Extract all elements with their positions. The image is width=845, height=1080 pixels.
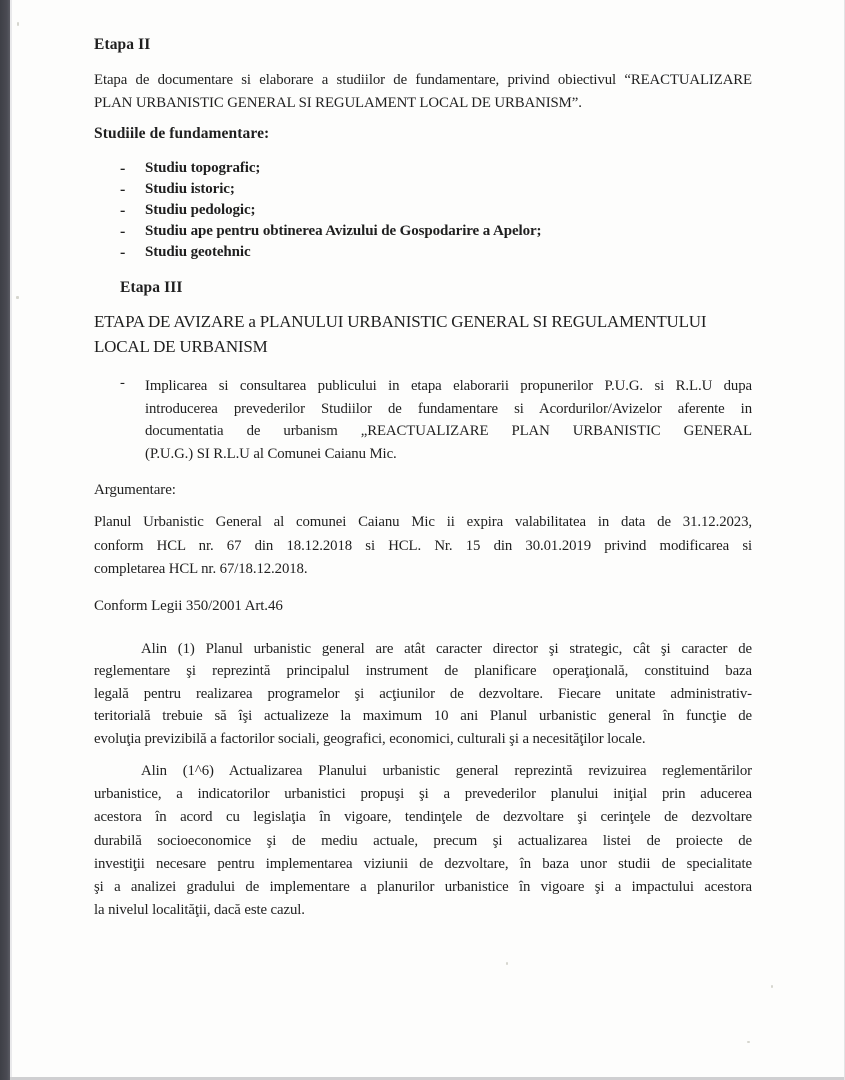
list-item [120,160,752,181]
intro-paragraph [94,69,752,115]
text-line: teritorială trebuie să îşi actualizeze la maximum 10 ani Planul urbanistic general în funcţie de [94,708,752,725]
scan-speck [771,985,773,988]
text-line: evoluţia previzibilă a factorilor sociali, geografici, economici, culturali şi a necesităţilor locale. [94,730,646,747]
text-line: durabilă socioeconomice şi de mediu actuale, precum şi actualizarea listei de proiecte de [94,832,752,849]
list-item [120,244,752,265]
text-line: conform HCL nr. 67 din 18.12.2018 si HCL. Nr. 15 din 30.01.2019 privind modificarea si [94,537,752,554]
text-line: la nivelul localităţii, dacă este cazul. [94,902,305,919]
implicare-paragraph [145,375,752,465]
alin16-paragraph [94,760,752,922]
text-line: PLAN URBANISTIC GENERAL SI REGULAMENT LOCAL DE URBANISM”. [94,95,582,111]
text-line: Alin (1^6) Actualizarea Planului urbanistic general reprezintă revizuirea reglementărilor [141,763,752,779]
conform-line: Conform Legii 350/2001 Art.46 [94,598,283,614]
etapa-iii-heading: Etapa III [120,279,183,296]
argumentare-label: Argumentare: [94,482,176,498]
etapa-ii-heading: Etapa II [94,36,151,53]
list-dash: - [120,244,126,261]
avizare-title [94,309,752,359]
text-line: Alin (1) Planul urbanistic general are atât caracter director şi strategic, cât şi caracter de [141,641,752,657]
valabilitate-paragraph [94,511,752,582]
list-dash: - [120,223,126,240]
studii-heading: Studiile de fundamentare: [94,125,270,142]
text-line: (P.U.G.) SI R.L.U al Comunei Caianu Mic. [145,445,397,462]
list-item [120,181,752,202]
scanner-edge-strip [0,0,10,1080]
list-item [120,202,752,223]
text-line: completarea HCL nr. 67/18.12.2018. [94,561,308,577]
list-item-label: Studiu istoric; [145,181,235,197]
text-line: reglementare şi reprezintă principalul instrument de planificare operaţională, constituind baza [94,663,752,680]
text-line: legală pentru realizarea programelor şi acţiunilor de dezvoltare. Fiecare unitate administrativ- [94,685,752,702]
alin1-paragraph [94,638,752,750]
text-line: introducerea prevederilor Studiilor de fundamentare si Acordurilor/Avizelor aferente in [145,400,752,417]
list-dash: - [120,160,126,177]
list-item-label: Studiu topografic; [145,160,261,176]
text-line: Planul Urbanistic General al comunei Caianu Mic ii expira valabilitatea in data de 31.12.2023, [94,514,752,530]
text-line: LOCAL DE URBANISM [94,337,268,356]
list-item-label: Studiu ape pentru obtinerea Avizului de Gospodarire a Apelor; [145,223,542,239]
text-line: investiţii necesare pentru implementarea viziunii de dezvoltare, în baza unor studii de specialitate [94,855,752,872]
scan-speck [16,296,19,299]
list-item-label: Studiu pedologic; [145,202,256,218]
list-dash: - [120,202,126,219]
text-line: Etapa de documentare si elaborare a studiilor de fundamentare, privind obiectivul “REACTUALIZARE [94,72,752,88]
text-line: acestora în acord cu legislaţia în vigoare, tendinţele de dezvoltare şi cerinţele de dezvoltare [94,809,752,826]
text-line: ETAPA DE AVIZARE a PLANULUI URBANISTIC GENERAL SI REGULAMENTULUI [94,312,707,331]
text-line: şi a analizei gradului de implementare a planurilor urbanistice în vigoare şi a impactului acestora [94,879,752,896]
scan-speck [747,1041,750,1043]
bullet-dash: - [120,375,125,391]
text-line: documentatia de urbanism „REACTUALIZARE PLAN URBANISTIC GENERAL [145,423,752,439]
studii-list [120,160,752,265]
scan-speck [17,22,19,26]
list-item [120,223,752,244]
scan-speck [506,962,508,965]
scanner-edge-gap [10,0,12,1080]
text-line: Implicarea si consultarea publicului in etapa elaborarii propunerilor P.U.G. si R.L.U dupa [145,378,752,394]
list-item-label: Studiu geotehnic [145,244,251,260]
list-dash: - [120,181,126,198]
text-line: urbanistice, a indicatorilor urbanistici propuşi şi a prevederilor planului iniţial prin aducerea [94,786,752,803]
